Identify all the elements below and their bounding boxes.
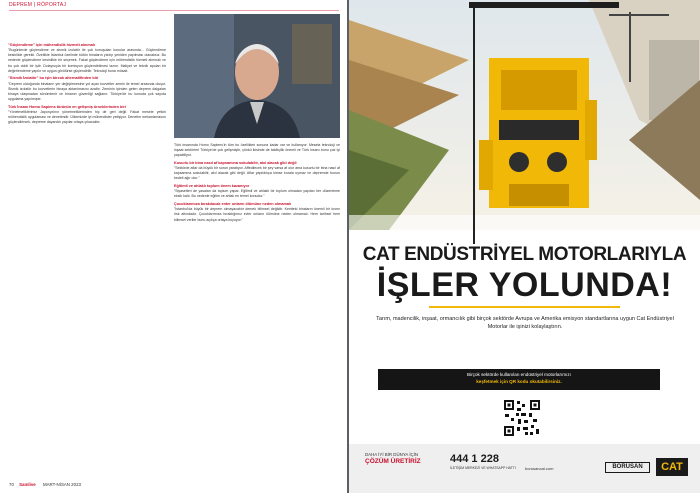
phone-subtext: İLETİŞİM MERKEZİ VE WHATSAPP HATTI	[450, 466, 516, 470]
hero-image	[349, 0, 700, 230]
borusan-logo: BORUSAN	[605, 462, 650, 473]
col2-text-1: Türk insanında Homo Sapiens'in tüm bu özellikleri sonuna kadar var ve kullanıyor. Mesela teknoloji ve inşaat sektörleri Türkiye'de çok gelişmiştir, çünkü ikisinde de taklitçilik önemli ve Türk insanı bunu çok iyi yapabiliyor.	[174, 143, 340, 158]
article-column-1	[8, 43, 166, 475]
mining-engine-illustration	[349, 0, 700, 230]
advertisement-page	[349, 0, 700, 493]
portrait-illustration	[174, 14, 340, 138]
page-number: 70	[9, 482, 14, 487]
col1-text-1: "Bugünlerde güçlendirme ve sismik izolatör ile çok konuşulan konular arasında... Güçlendirme kesinlikle gerekli. Özellikle İstanbul özelinde bütün binaların yıkılıp yeniden yapılması olanaksız. Bu nedenle güçlendirme kesinlikle bir seçenek. Fakat güçlendirme için mühendislik hizmeti alınmalı ve bu çok ciddi bir iştir. Dolayısıyla bir komisyon güçlendirilmesi lazım. Maliyet ve teknik açıdan bir değerlendirme yapılır ve uygun görülürse güçlendirilir. Teknoloji buna müsait.	[8, 48, 166, 73]
headline-underline	[429, 306, 620, 308]
banner-line-1: Birçok sektörde kullanılan endüstriyel motorlarımızı	[467, 372, 571, 377]
slogan-line-2: ÇÖZÜM ÜRETİRİZ	[365, 458, 421, 465]
website-link[interactable]: borusancat.com	[525, 466, 554, 471]
col2-text-2: "Sektörde aflar da büyük bir sorun yaratıyor. Affedilecek bir şey varsa af olur ama kusurlu bir bina nasıl af kapsamına sokulabilir, akıl alacak gibi değil. Aflar yapıldıkça kimse kurala uymaz ve depremde bunun bedeli ağır olur."	[174, 166, 340, 181]
interviewee-photo	[174, 14, 340, 138]
section-label: DEPREM | RÖPORTAJ	[9, 2, 67, 8]
page-footer	[9, 482, 81, 487]
left-page	[0, 0, 347, 493]
col1-text-3: "Yönetmeliklerimiz Japonya'nın yönetmeliklerinden hiç de geri değil. Fakat mesele yetkin mühendislik uygulaması ve denetimdir. Ülkemizde iyi mühendisler yetişiyor. Denetim mekanizmasını güçlendirirsek, depreme dayanıklı yapılar ortaya çıkacaktır.	[8, 109, 166, 125]
vertical-divider-bar	[473, 8, 475, 244]
section-rule	[9, 10, 339, 11]
headline-line-2: İŞLER YOLUNDA!	[376, 266, 673, 304]
col1-text-2: "Deprem olduğunda binaların yer değiştirmesine yol açan kuvvetler zemin ile temel arasında oluşur. Sismik izolatör bu kuvvetlerin binaya aktarılmasını azaltır. Zeminin içinden gelen deprem dalgaları binaya ulaşmadan sönümlenir ve binanın güvenliği sağlanır. Türkiye'de bu konuda çok sayıda uygulama yapılmıştır.	[8, 81, 166, 102]
issue-date: MART-NİSAN 2023	[42, 482, 81, 487]
col2-text-3: "Siyasetleri de yasaları da toplum yapar. Eğitimli ve ahlaklı bir toplum olmadan yapılan her düzenleme eksik kalır. Bu nedenle eğitim ve ahlak en temel konudur."	[174, 189, 340, 199]
col2-heading-3: Eğitimli ve ahlaklı toplum önem kazanıyor	[174, 184, 250, 189]
col2-heading-4: Çocuklarımıza bırakılacak enter onların ölümüne neden olmamalı	[174, 202, 292, 207]
banner-line-2: keşfetmek için QR kodu okutabilirsiniz.	[476, 379, 562, 384]
qr-code-icon[interactable]	[503, 399, 541, 437]
magazine-name: Samlive	[19, 482, 36, 487]
col1-heading-1: "Güçlendirme" için mühendislik hizmeti alınmalı	[8, 43, 95, 47]
article-column-2	[174, 143, 340, 473]
col2-heading-2: Kusurlu bir bina nasıl af kapsamına sokulabilir, akıl alacak gibi değil	[174, 161, 297, 166]
col2-text-4: "İstanbul'da büyük bir deprem olmayacaktır demek bilimsel değildir. Kentteki binaların önemli bir kısmı risk altındadır. Çocuklarımıza bıraktığımız evler onların ölümüne neden olmamalı. Hem tarihsel hem bilimsel veriler bunu açıkça ortaya koyuyor."	[174, 207, 340, 222]
qr-call-to-action-banner	[378, 369, 660, 390]
headline-line-1: CAT ENDÜSTRİYEL MOTORLARIYLA	[362, 244, 687, 265]
col1-block	[8, 43, 166, 125]
col1-heading-2: "Sismik İzolatör" bu işin bircok alternatifinden biri	[8, 76, 99, 81]
phone-number[interactable]: 444 1 228	[450, 453, 499, 465]
col1-heading-3: Türk İnsanı Homo Sapiens türünün en gelişmiş örneklerinden biri	[8, 104, 126, 109]
slogan-line-1: DAHA İYİ BİR DÜNYA İÇİN	[365, 452, 419, 457]
top-tab	[469, 2, 619, 8]
cat-logo: CAT	[656, 458, 688, 476]
ad-body-text: Tarım, madencilik, inşaat, ormancılık gibi birçok sektörde Avrupa ve Amerika emisyon standartlarına uygun Cat Endüstriyel Motorlar ile işinizi kolaylaştırın.	[376, 316, 674, 331]
